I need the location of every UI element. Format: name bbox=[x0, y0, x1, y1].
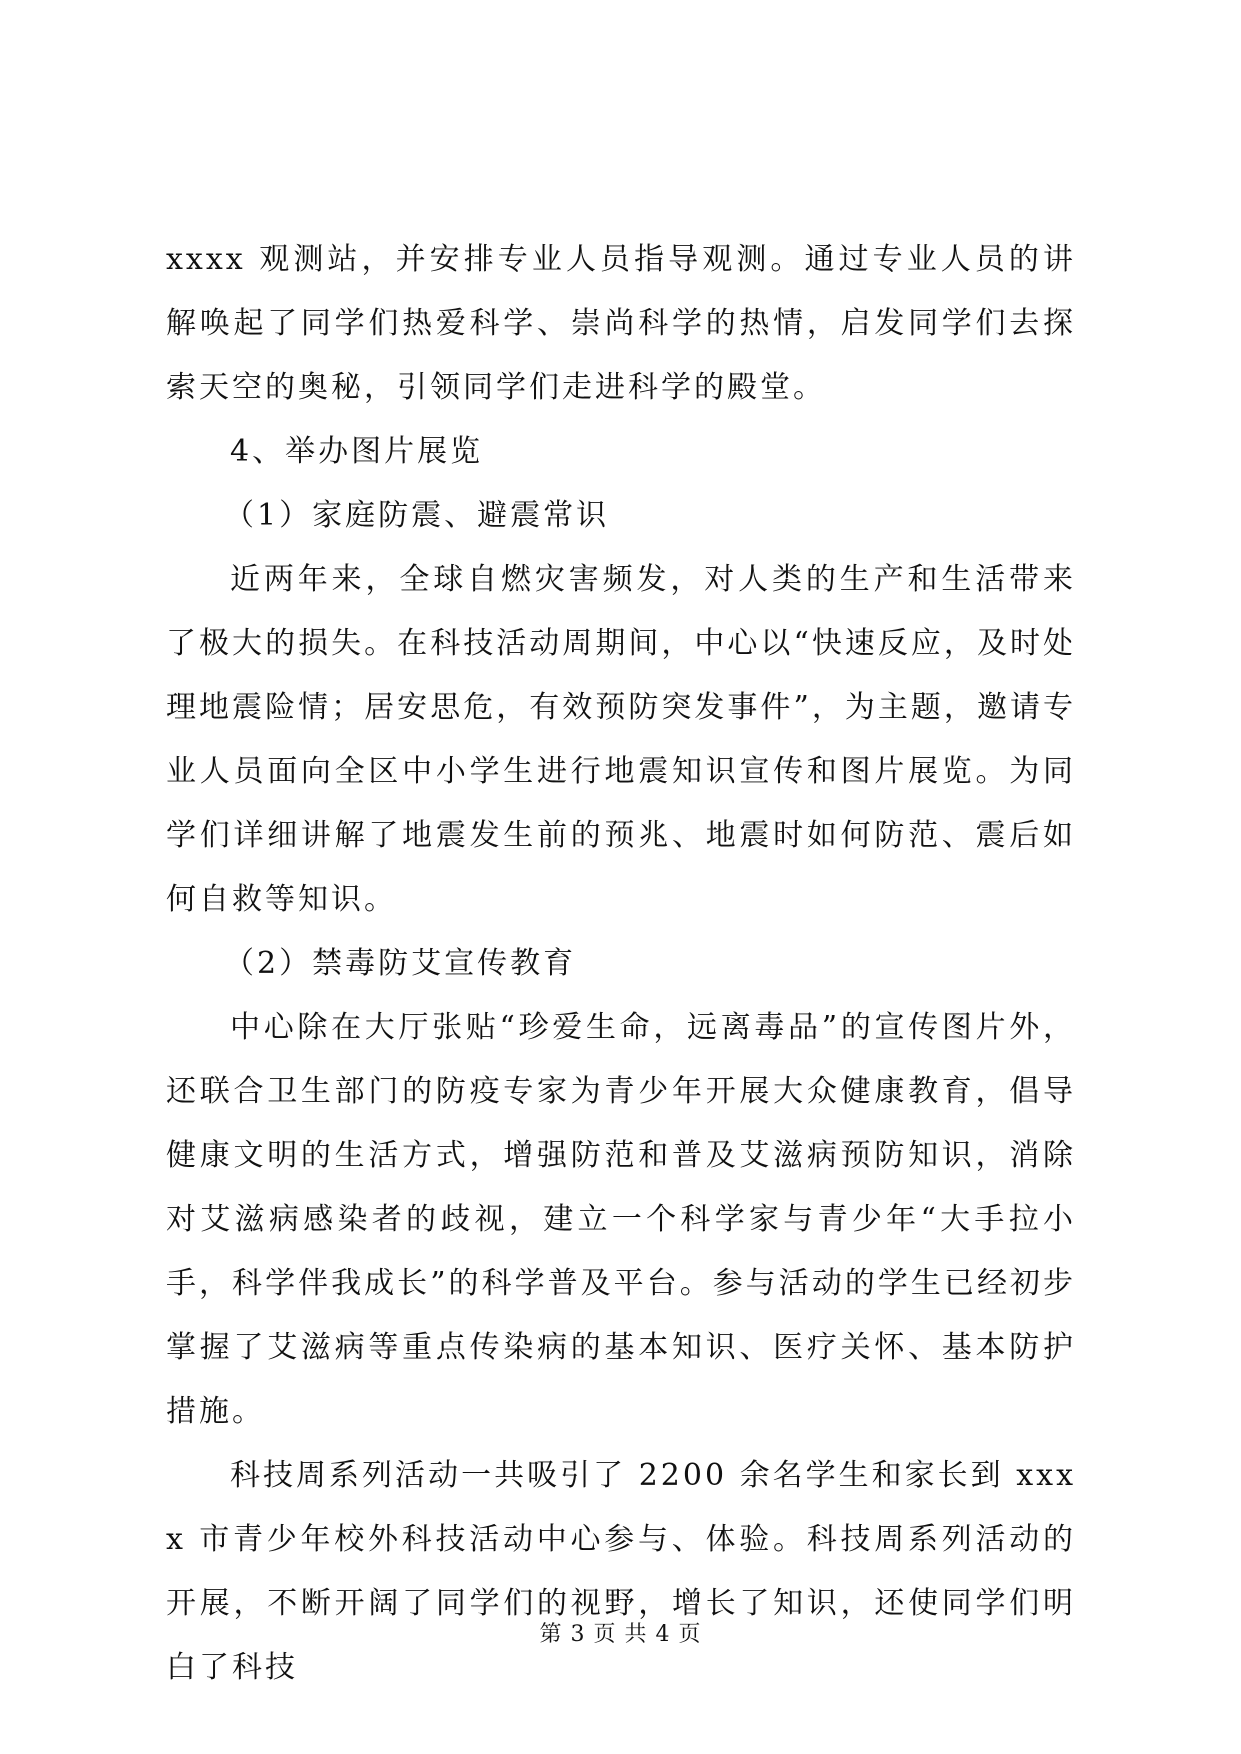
paragraph-continuation: xxxx 观测站，并安排专业人员指导观测。通过专业人员的讲解唤起了同学们热爱科学、崇尚科学的热情，启发同学们去探索天空的奥秘，引领同学们走进科学的殿堂。 bbox=[166, 242, 1076, 405]
subsection-heading-earthquake: （1）家庭防震、避震常识 bbox=[224, 498, 610, 533]
section-heading-exhibition: 4、举办图片展览 bbox=[230, 434, 484, 469]
paragraph-summary: 科技周系列活动一共吸引了 2200 余名学生和家长到 xxxx 市青少年校外科技活动中心参与、体验。科技周系列活动的开展，不断开阔了同学们的视野，增长了知识，还使同学们明白了科技 bbox=[166, 1458, 1076, 1685]
subsection-heading-drugs-aids: （2）禁毒防艾宣传教育 bbox=[224, 946, 577, 981]
document-body bbox=[166, 228, 1076, 1700]
paragraph-drugs-aids: 中心除在大厅张贴“珍爱生命，远离毒品”的宣传图片外，还联合卫生部门的防疫专家为青少年开展大众健康教育，倡导健康文明的生活方式，增强防范和普及艾滋病预防知识，消除对艾滋病感染者的歧视，建立一个科学家与青少年“大手拉小手，科学伴我成长”的科学普及平台。参与活动的学生已经初步掌握了艾滋病等重点传染病的基本知识、医疗关怀、基本防护措施。 bbox=[166, 1010, 1076, 1429]
paragraph-earthquake: 近两年来，全球自燃灾害频发，对人类的生产和生活带来了极大的损失。在科技活动周期间，中心以“快速反应，及时处理地震险情；居安思危，有效预防突发事件”，为主题，邀请专业人员面向全区中小学生进行地震知识宣传和图片展览。为同学们详细讲解了地震发生前的预兆、地震时如何防范、震后如何自救等知识。 bbox=[166, 562, 1076, 917]
page-number-footer: 第 3 页 共 4 页 bbox=[539, 1622, 702, 1647]
